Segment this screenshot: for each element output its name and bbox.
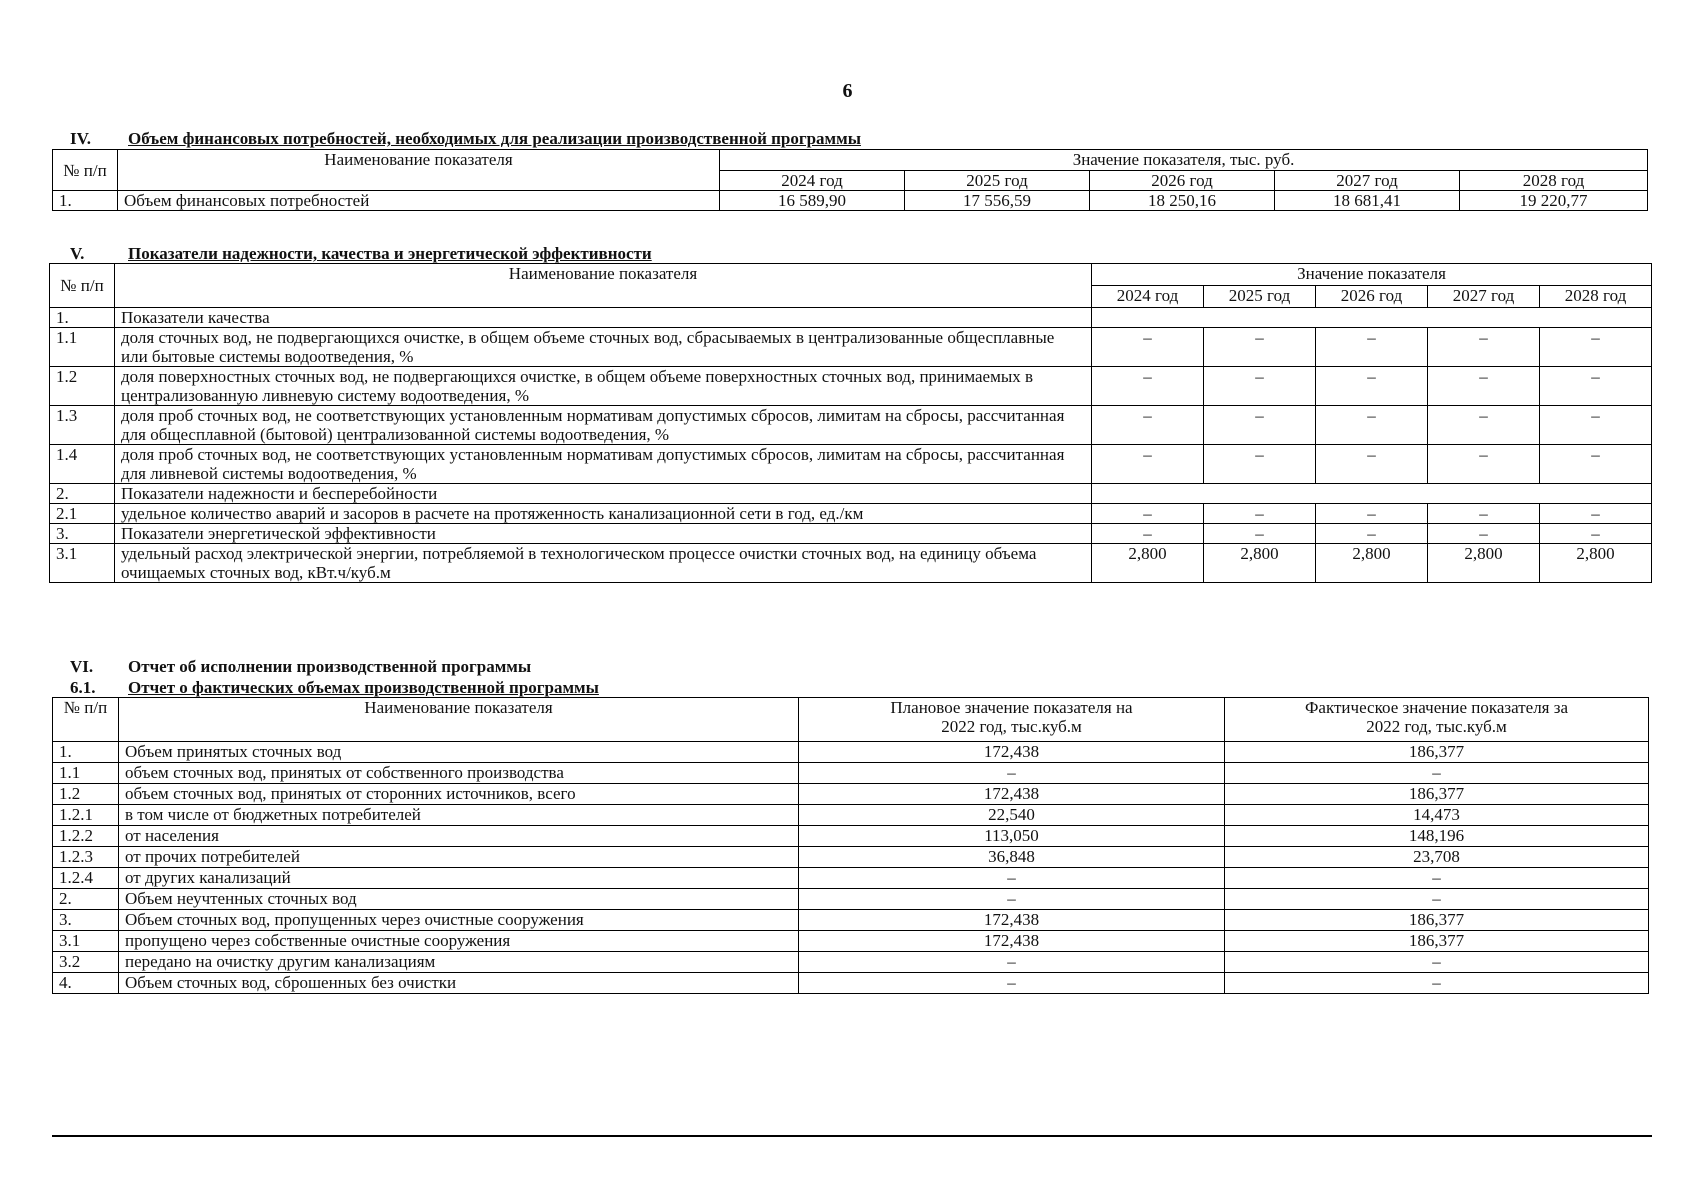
value-cell: – bbox=[1428, 445, 1540, 484]
row-number: 1. bbox=[53, 742, 119, 763]
row-number: 1.3 bbox=[50, 406, 115, 445]
section61-number: 6.1. bbox=[70, 678, 96, 697]
row-name: доля поверхностных сточных вод, не подвергающихся очистке, в общем объеме поверхностных сточных вод, принимаемых в централизованную ливневую систему водоотведения, % bbox=[115, 367, 1092, 406]
financial-needs-table bbox=[52, 149, 1648, 211]
value-cell: 2,800 bbox=[1428, 544, 1540, 583]
table-row bbox=[53, 784, 1649, 805]
row-number: 2. bbox=[50, 484, 115, 504]
value-cell: – bbox=[1316, 328, 1428, 367]
table-row bbox=[50, 544, 1652, 583]
section61-heading bbox=[70, 678, 599, 698]
table-row bbox=[50, 328, 1652, 367]
table-row bbox=[50, 445, 1652, 484]
value-cell: 2,800 bbox=[1204, 544, 1316, 583]
row-name: от населения bbox=[119, 826, 799, 847]
section6-title: Отчет об исполнении производственной программы bbox=[128, 657, 532, 676]
header-row bbox=[53, 150, 1648, 171]
row-name: пропущено через собственные очистные сооружения bbox=[119, 931, 799, 952]
value-cell: – bbox=[1316, 367, 1428, 406]
fact-value-cell: – bbox=[1225, 763, 1649, 784]
merged-value-cell bbox=[1092, 484, 1652, 504]
fact-value-cell: – bbox=[1225, 889, 1649, 910]
row-number: 1.1 bbox=[53, 763, 119, 784]
table-row bbox=[50, 367, 1652, 406]
row-name: Показатели качества bbox=[115, 308, 1092, 328]
value-cell: – bbox=[1316, 524, 1428, 544]
row-name: объем сточных вод, принятых от собственного производства bbox=[119, 763, 799, 784]
plan-value-cell: 172,438 bbox=[799, 742, 1225, 763]
reliability-quality-table bbox=[49, 263, 1652, 583]
table-row bbox=[53, 910, 1649, 931]
fact-value-cell: 148,196 bbox=[1225, 826, 1649, 847]
row-name: передано на очистку другим канализациям bbox=[119, 952, 799, 973]
section61-title: Отчет о фактических объемах производственной программы bbox=[128, 678, 599, 697]
fact-value-cell: 186,377 bbox=[1225, 910, 1649, 931]
value-cell: 18 681,41 bbox=[1275, 191, 1460, 211]
plan-value-cell: – bbox=[799, 763, 1225, 784]
plan-value-cell: 113,050 bbox=[799, 826, 1225, 847]
row-number: 1.2 bbox=[53, 784, 119, 805]
plan-value-cell: 172,438 bbox=[799, 910, 1225, 931]
plan-value-cell: 172,438 bbox=[799, 931, 1225, 952]
plan-value-cell: 36,848 bbox=[799, 847, 1225, 868]
table-row bbox=[50, 308, 1652, 328]
table-row bbox=[53, 805, 1649, 826]
row-number: 1.1 bbox=[50, 328, 115, 367]
table-row bbox=[53, 931, 1649, 952]
year-header: 2025 год bbox=[1204, 286, 1316, 308]
plan-value-cell: – bbox=[799, 952, 1225, 973]
section4-heading bbox=[70, 129, 861, 149]
value-cell: – bbox=[1316, 445, 1428, 484]
plan-value-cell: – bbox=[799, 889, 1225, 910]
table-row bbox=[50, 484, 1652, 504]
production-volumes-table bbox=[52, 697, 1649, 994]
year-header: 2027 год bbox=[1428, 286, 1540, 308]
table-row bbox=[53, 868, 1649, 889]
fact-value-cell: 186,377 bbox=[1225, 784, 1649, 805]
value-cell: – bbox=[1092, 367, 1204, 406]
year-header: 2026 год bbox=[1316, 286, 1428, 308]
row-number: 1.4 bbox=[50, 445, 115, 484]
row-name: Объем неучтенных сточных вод bbox=[119, 889, 799, 910]
row-number: 3.1 bbox=[50, 544, 115, 583]
row-name: Показатели надежности и бесперебойности bbox=[115, 484, 1092, 504]
value-cell: – bbox=[1428, 367, 1540, 406]
fact-value-cell: 186,377 bbox=[1225, 742, 1649, 763]
plan-value-cell: – bbox=[799, 868, 1225, 889]
year-header: 2028 год bbox=[1460, 171, 1648, 191]
value-cell: 18 250,16 bbox=[1090, 191, 1275, 211]
value-cell: 17 556,59 bbox=[905, 191, 1090, 211]
section6-number: VI. bbox=[70, 657, 94, 676]
fact-value-cell: – bbox=[1225, 868, 1649, 889]
fact-value-cell: 23,708 bbox=[1225, 847, 1649, 868]
section4-title: Объем финансовых потребностей, необходимых для реализации производственной программы bbox=[128, 129, 861, 148]
col-header-value: Значение показателя, тыс. руб. bbox=[720, 150, 1648, 171]
table-row bbox=[50, 504, 1652, 524]
fact-value-cell: – bbox=[1225, 973, 1649, 994]
section5-title: Показатели надежности, качества и энергетической эффективности bbox=[128, 244, 652, 263]
col-header-number: № п/п bbox=[50, 264, 115, 308]
bottom-rule bbox=[52, 1135, 1652, 1137]
row-name: Объем сточных вод, пропущенных через очистные сооружения bbox=[119, 910, 799, 931]
row-name: удельное количество аварий и засоров в расчете на протяженность канализационной сети в год, ед./км bbox=[115, 504, 1092, 524]
value-cell: – bbox=[1540, 406, 1652, 445]
row-name: доля сточных вод, не подвергающихся очистке, в общем объеме сточных вод, сбрасываемых в централизованные общесплавные или бытовые системы водоотведения, % bbox=[115, 328, 1092, 367]
section5-heading bbox=[70, 244, 652, 264]
table-row bbox=[53, 847, 1649, 868]
value-cell: – bbox=[1092, 445, 1204, 484]
value-cell: 2,800 bbox=[1316, 544, 1428, 583]
table-row bbox=[53, 826, 1649, 847]
row-number: 1.2.3 bbox=[53, 847, 119, 868]
row-name: Объем сточных вод, сброшенных без очистки bbox=[119, 973, 799, 994]
fact-value-cell: 14,473 bbox=[1225, 805, 1649, 826]
table-row bbox=[53, 973, 1649, 994]
row-number: 4. bbox=[53, 973, 119, 994]
row-number: 2. bbox=[53, 889, 119, 910]
row-name: Объем принятых сточных вод bbox=[119, 742, 799, 763]
row-name: Объем финансовых потребностей bbox=[118, 191, 720, 211]
fact-value-cell: 186,377 bbox=[1225, 931, 1649, 952]
page-number: 6 bbox=[842, 80, 853, 102]
row-number: 1.2 bbox=[50, 367, 115, 406]
value-cell: – bbox=[1092, 328, 1204, 367]
year-header: 2028 год bbox=[1540, 286, 1652, 308]
value-cell: – bbox=[1428, 524, 1540, 544]
year-header: 2024 год bbox=[720, 171, 905, 191]
row-number: 2.1 bbox=[50, 504, 115, 524]
table-row bbox=[53, 191, 1648, 211]
value-cell: – bbox=[1204, 445, 1316, 484]
row-number: 3.1 bbox=[53, 931, 119, 952]
col-header-fact: Фактическое значение показателя за 2022 год, тыс.куб.м bbox=[1225, 698, 1649, 742]
value-cell: – bbox=[1540, 524, 1652, 544]
row-number: 3. bbox=[53, 910, 119, 931]
value-cell: – bbox=[1092, 504, 1204, 524]
value-cell: 2,800 bbox=[1540, 544, 1652, 583]
section4-number: IV. bbox=[70, 129, 91, 148]
table-row bbox=[50, 524, 1652, 544]
row-number: 1.2.2 bbox=[53, 826, 119, 847]
value-cell: – bbox=[1316, 406, 1428, 445]
value-cell: – bbox=[1540, 445, 1652, 484]
value-cell: – bbox=[1540, 367, 1652, 406]
header-row bbox=[50, 264, 1652, 286]
value-cell: – bbox=[1204, 367, 1316, 406]
row-name: Показатели энергетической эффективности bbox=[115, 524, 1092, 544]
value-cell: – bbox=[1204, 504, 1316, 524]
year-header: 2025 год bbox=[905, 171, 1090, 191]
value-cell: – bbox=[1092, 524, 1204, 544]
row-name: объем сточных вод, принятых от сторонних источников, всего bbox=[119, 784, 799, 805]
fact-value-cell: – bbox=[1225, 952, 1649, 973]
value-cell: – bbox=[1092, 406, 1204, 445]
col-header-name: Наименование показателя bbox=[119, 698, 799, 742]
table-row bbox=[53, 763, 1649, 784]
year-header: 2027 год bbox=[1275, 171, 1460, 191]
row-number: 3. bbox=[50, 524, 115, 544]
plan-value-cell: – bbox=[799, 973, 1225, 994]
row-name: доля проб сточных вод, не соответствующих установленным нормативам допустимых сбросов, лимитам на сбросы, рассчитанная для общесплавной (бытовой) централизованной системы водоотведения, % bbox=[115, 406, 1092, 445]
value-cell: – bbox=[1428, 504, 1540, 524]
year-header: 2024 год bbox=[1092, 286, 1204, 308]
value-cell: – bbox=[1428, 328, 1540, 367]
plan-value-cell: 172,438 bbox=[799, 784, 1225, 805]
row-number: 1. bbox=[53, 191, 118, 211]
value-cell: – bbox=[1204, 328, 1316, 367]
value-cell: – bbox=[1204, 406, 1316, 445]
section5-number: V. bbox=[70, 244, 85, 263]
table-row bbox=[50, 406, 1652, 445]
row-number: 1.2.1 bbox=[53, 805, 119, 826]
col-header-number: № п/п bbox=[53, 150, 118, 191]
row-number: 1. bbox=[50, 308, 115, 328]
value-cell: – bbox=[1316, 504, 1428, 524]
col-header-name: Наименование показателя bbox=[118, 150, 720, 191]
table-row bbox=[53, 889, 1649, 910]
value-cell: – bbox=[1540, 328, 1652, 367]
merged-value-cell bbox=[1092, 308, 1652, 328]
row-name: доля проб сточных вод, не соответствующих установленным нормативам допустимых сбросов, лимитам на сбросы, рассчитанная для ливневой системы водоотведения, % bbox=[115, 445, 1092, 484]
table-row bbox=[53, 952, 1649, 973]
row-name: от других канализаций bbox=[119, 868, 799, 889]
col-header-name: Наименование показателя bbox=[115, 264, 1092, 308]
col-header-number: № п/п bbox=[53, 698, 119, 742]
row-name: удельный расход электрической энергии, потребляемой в технологическом процессе очистки сточных вод, на единицу объема очищаемых сточных вод, кВт.ч/куб.м bbox=[115, 544, 1092, 583]
col-header-value: Значение показателя bbox=[1092, 264, 1652, 286]
value-cell: – bbox=[1428, 406, 1540, 445]
row-name: от прочих потребителей bbox=[119, 847, 799, 868]
row-name: в том числе от бюджетных потребителей bbox=[119, 805, 799, 826]
section6-heading bbox=[70, 657, 531, 677]
value-cell: – bbox=[1204, 524, 1316, 544]
year-header: 2026 год bbox=[1090, 171, 1275, 191]
plan-value-cell: 22,540 bbox=[799, 805, 1225, 826]
col-header-plan: Плановое значение показателя на 2022 год, тыс.куб.м bbox=[799, 698, 1225, 742]
row-number: 1.2.4 bbox=[53, 868, 119, 889]
value-cell: 16 589,90 bbox=[720, 191, 905, 211]
value-cell: – bbox=[1540, 504, 1652, 524]
value-cell: 2,800 bbox=[1092, 544, 1204, 583]
header-row bbox=[53, 698, 1649, 742]
value-cell: 19 220,77 bbox=[1460, 191, 1648, 211]
row-number: 3.2 bbox=[53, 952, 119, 973]
table-row bbox=[53, 742, 1649, 763]
